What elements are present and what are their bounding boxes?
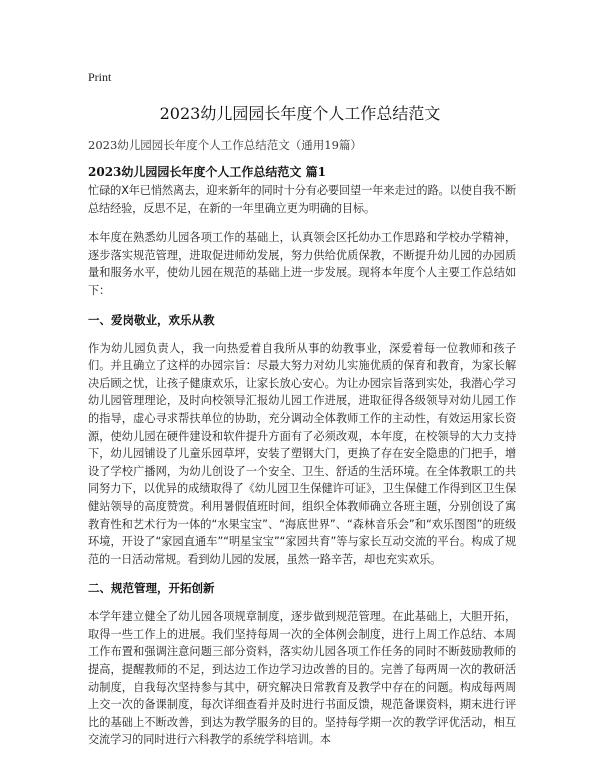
article-heading: 2023幼儿园园长年度个人工作总结范文 篇1	[88, 165, 326, 179]
section-1-heading: 一、爱岗敬业，欢乐从教	[88, 312, 215, 327]
document-subtitle: 2023幼儿园园长年度个人工作总结范文（通用19篇）	[88, 138, 362, 152]
section-2-heading: 二、规范管理，开拓创新	[88, 581, 215, 596]
intro-paragraph-2: 本年度在熟悉幼儿园各项工作的基础上，认真领会区托幼办工作思路和学校办学精神，逐步落实规范管理，进取促进师幼发展，努力供给优质保教，不断提升幼儿园的办园质量和服务水平，使幼儿园在规范的基础上进一步发展。现将本年度个人主要工作总结如下：	[88, 231, 516, 297]
print-link[interactable]: Print	[88, 70, 112, 84]
section-1-paragraph: 作为幼儿园负责人，我一向热爱着自我所从事的幼教事业，深爱着每一位教师和孩子们。并且确立了这样的办园宗旨：尽最大努力对幼儿实施优质的保育和教育，为家长解决后顾之忧，让孩子健康欢乐，让家长放心安心。为让办园宗旨落到实处，我潜心学习幼儿园管理理论，及时向校领导汇报幼儿园工作进展，进取征得各级领导对幼儿园工作的指导，虚心寻求帮扶单位的协助，充分调动全体教师工作的主动性，有效运用家长资源，使幼儿园在硬件建设和软件提升方面有了必须改观，本年度，在校领导的大力支持下，幼儿园铺设了儿童乐园草坪，安装了塑钢大门，更换了存在安全隐患的门把手，增设了学校广播网，为幼儿创设了一个安全、卫生、舒适的生活环境。在全体教职工的共同努力下，以优异的成绩取得了《幼儿园卫生保健许可证》，卫生保健工作得到区卫生保健站领导的高度赞赏。利用暑假值班时间，组织全体教师确立各班主题，分别创设了寓教育性和艺术行为一体的“水果宝宝”、“海底世界”、“森林音乐会”和“欢乐图图”的班级环境，开设了“家园直通车”“明星宝宝”“家园共育”等与家长互动交流的平台。构成了规范的一日活动常规。看到幼儿园的发展，虽然一路辛苦，却也充实欢乐。	[88, 341, 516, 566]
intro-paragraph-1: 忙碌的X年已悄然离去，迎来新年的同时十分有必要回望一年来走过的路。以使自我不断总结经验，反思不足，在新的一年里确立更为明确的目标。	[88, 184, 516, 215]
section-2-paragraph: 本学年建立健全了幼儿园各项规章制度，逐步做到规范管理。在此基础上，大胆开拓，取得一些工作上的进展。我们坚持每周一次的全体例会制度，进行上周工作总结、本周工作布置和强调注意问题三部分资料，落实幼儿园各项工作任务的同时不断鼓励教师的提高，提醒教师的不足，到达边工作边学习边改善的目的。完善了每两周一次的教研活动制度，自我每次坚持参与其中，研究解决日常教育及教学中存在的问题。构成每两周上交一次的备课制度，每次详细查看并及时进行书面反馈，规范备课资料，期末进行评比的基础上不断改善，到达为教学服务的目的。坚持每学期一次的教学评优活动，相互交流学习的同时进行六科教学的系统学科培训。本	[88, 610, 516, 747]
article-body	[88, 182, 516, 761]
page-title: 2023幼儿园园长年度个人工作总结范文	[159, 104, 441, 123]
